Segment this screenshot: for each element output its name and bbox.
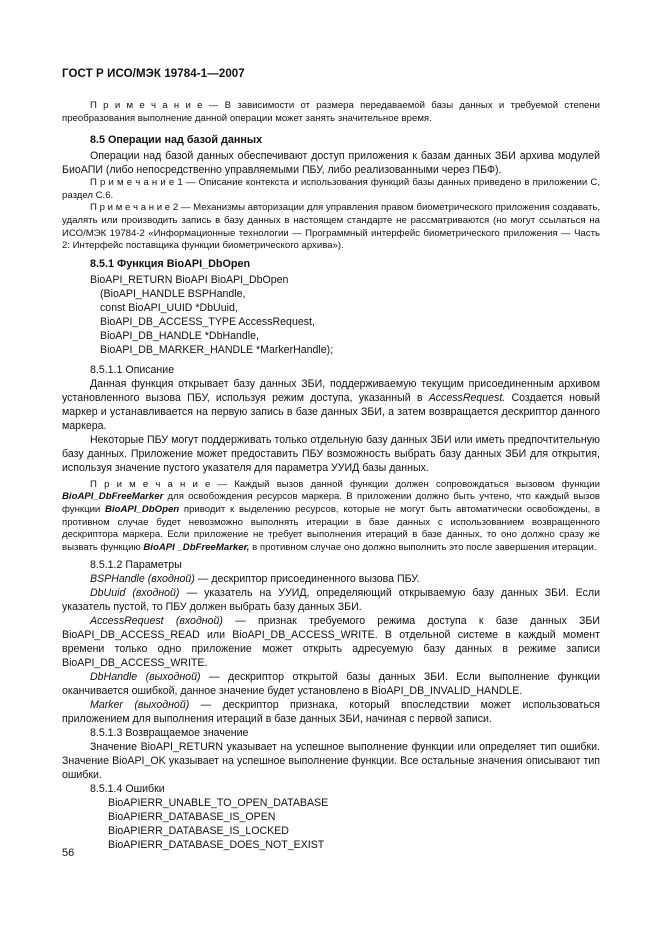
error-code: BioAPIERR_DATABASE_IS_OPEN (108, 811, 276, 824)
code-line: (BioAPI_HANDLE BSPHandle, (100, 287, 246, 300)
note-description: П р и м е ч а н и е — Каждый вызов данной функции должен сопровождаться вызовом функции BioAPI_DbFreeMarker для освобождения ресурсов маркера. В приложении должно быть учтено, что каждый вызов функции BioAPI_DbOpen приводит к выделению ресурсов, которые не могут быть автоматически освобождены, в противном случае будет невозможно выполнять итерации в базе данных с использованием возвращенного дескриптора маркера. Если приложение не требует выполнения итераций в базе данных, то оно должно сразу же вызвать функцию BioAPI _DbFreeMarker, в противном случае оно должно выполнить это после завершения итерации. (62, 478, 600, 553)
parameter-item: AccessRequest (входной) — признак требуемого режима доступа к базе данных ЗБИ BioAPI_DB_ACCESS_READ или BioAPI_DB_ACCESS_WRITE. В отдельной системе в каждый момент времени только одно приложение может открыть адресуемую базу данных в режиме записи BioAPI_DB_ACCESS_WRITE. (62, 615, 601, 670)
section-8-5-paragraph: Операции над базой данных обеспечивают доступ приложения к базам данных ЗБИ архива модулей БиоАПИ (либо непосредственно управляемыми ПБУ, либо реализованными через ПБФ). (62, 150, 600, 177)
section-8-5-1-heading: 8.5.1 Функция BioAPI_DbOpen (90, 257, 251, 270)
code-line: BioAPI_DB_MARKER_HANDLE *MarkerHandle); (100, 343, 334, 356)
page-number: 56 (62, 847, 75, 859)
error-code: BioAPIERR_DATABASE_DOES_NOT_EXIST (108, 839, 325, 852)
page-content (62, 100, 600, 852)
description-paragraph-2: Некоторые ПБУ могут поддерживать только отдельную базу данных ЗБИ или иметь предпочтительную базу данных. Приложение может предоставить ПБУ возможность выбрать базу данных ЗБИ для открытия, используя значение пустого указателя для параметра УУИД базы данных. (62, 433, 600, 474)
parameter-item: Marker (выходной) — дескриптор признака, который впоследствии может использоваться приложением для выполнения итераций в базе данных ЗБИ, начиная с первой записи. (62, 699, 600, 726)
parameter-item: DbUuid (входной) — указатель на УУИД, определяющий открываемую базу данных ЗБИ. Если указатель пустой, то ПБУ должен выбрать базу данных ЗБИ. (62, 587, 600, 614)
parameter-item: DbHandle (выходной) — дескриптор открытой базы данных ЗБИ. Если выполнение функции оканчивается ошибкой, данное значение будет установлено в BioAPI_DB_INVALID_HANDLE. (62, 671, 600, 698)
error-code: BioAPIERR_UNABLE_TO_OPEN_DATABASE (108, 797, 329, 810)
code-line: const BioAPI_UUID *DbUuid, (100, 301, 238, 314)
note-2: П р и м е ч а н и е 2 — Механизмы авторизации для управления правом биометрического приложения создавать, удалять или производить запись в базу данных в настоящем стандарте не рассматриваются (но могут ссылаться на ИСО/МЭК 19784-2 «Информационные технологии — Программный интерфейс биометрического приложения — Часть 2: Интерфейс поставщика функции биометрического архива»). (62, 202, 600, 252)
section-8-5-1-3-heading: 8.5.1.3 Возвращаемое значение (90, 727, 249, 740)
return-value-paragraph: Значение BioAPI_RETURN указывает на успешное выполнение функции или определяет тип ошибки. Значение BioAPI_OK указывает на успешное выполнение функции. Все остальные значения описывают тип ошибки. (62, 741, 600, 782)
note-top: П р и м е ч а н и е — В зависимости от размера передаваемой базы данных и требуемой степени преобразования выполнение данной операции может занять значительное время. (62, 100, 601, 124)
section-8-5-1-1-heading: 8.5.1.1 Описание (90, 363, 175, 376)
note-1: П р и м е ч а н и е 1 — Описание контекста и использования функций базы данных приведено в приложении С, раздел С.6. (62, 177, 600, 201)
parameter-item: BSPHandle (входной) — дескриптор присоединенного вызова ПБУ. (90, 573, 420, 586)
section-8-5-1-2-heading: 8.5.1.2 Параметры (90, 559, 182, 572)
error-code: BioAPIERR_DATABASE_IS_LOCKED (108, 825, 289, 838)
note-label: П р и м е ч а н и е (90, 100, 203, 111)
section-8-5-1-4-heading: 8.5.1.4 Ошибки (90, 783, 165, 796)
code-line: BioAPI_DB_HANDLE *DbHandle, (100, 329, 259, 342)
document-header: ГОСТ Р ИСО/МЭК 19784-1—2007 (62, 68, 245, 80)
section-8-5-heading: 8.5 Операции над базой данных (90, 134, 263, 147)
code-line: BioAPI_RETURN BioAPI BioAPI_DbOpen (90, 273, 289, 286)
code-line: BioAPI_DB_ACCESS_TYPE AccessRequest, (100, 315, 315, 328)
description-paragraph-1: Данная функция открывает базу данных ЗБИ, поддерживаемую текущим присоединенным архивом установленного вызова ПБУ, используя режим доступа, указанный в AccessRequest. Создается новый маркер и устанавливается на первую запись в базе данных ЗБИ, а затем возвращается дескриптор данного маркера. (62, 377, 600, 432)
